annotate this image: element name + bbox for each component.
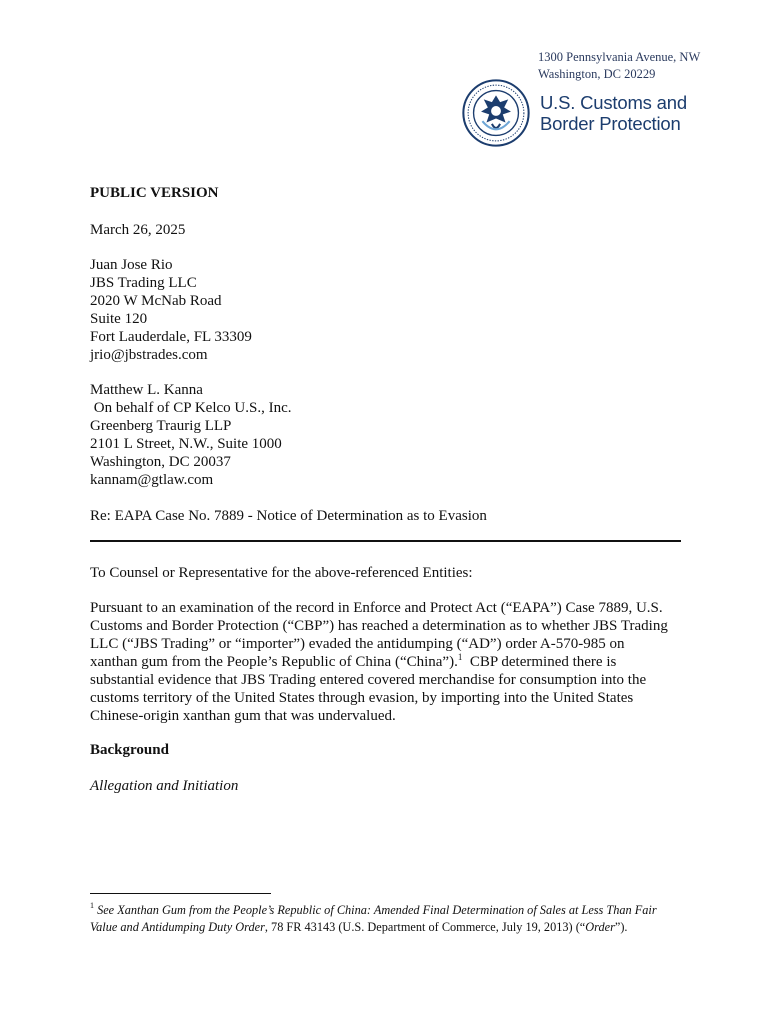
dhs-seal-icon [462, 79, 530, 147]
body-paragraph [90, 599, 690, 725]
recipient-1-street: 2020 W McNab Road [90, 293, 222, 309]
agency-name [540, 92, 687, 134]
body-line-3: LLC (“JBS Trading” or “importer”) evaded the antidumping (“AD”) order A-570-985 on [90, 636, 625, 652]
letterhead-address [538, 49, 700, 83]
recipient-1-email: jrio@jbstrades.com [90, 347, 208, 363]
recipient-2-address-block [90, 381, 292, 489]
footnote-citation-title-cont: Value and Antidumping Duty Order [90, 920, 265, 934]
letter-date: March 26, 2025 [90, 222, 186, 238]
footnote-reference[interactable]: 1 [457, 652, 463, 662]
recipient-2-firm: Greenberg Traurig LLP [90, 418, 232, 434]
recipient-2-behalf: On behalf of CP Kelco U.S., Inc. [90, 400, 292, 416]
recipient-2-name: Matthew L. Kanna [90, 382, 203, 398]
salutation: To Counsel or Representative for the above-referenced Entities: [90, 565, 473, 581]
agency-name-line-2: Border Protection [540, 113, 681, 134]
footnote-line-1 [90, 902, 657, 919]
address-line-2: Washington, DC 20229 [538, 67, 656, 81]
recipient-1-name: Juan Jose Rio [90, 257, 173, 273]
recipient-1-address-block [90, 256, 252, 364]
footnote-divider [90, 893, 271, 894]
address-line-1: 1300 Pennsylvania Avenue, NW [538, 50, 701, 64]
subject-divider [90, 540, 681, 542]
recipient-1-suite: Suite 120 [90, 311, 148, 327]
body-line-4 [90, 653, 690, 671]
body-line-4-cont: CBP determined there is [462, 654, 617, 670]
recipient-1-company: JBS Trading LLC [90, 275, 197, 291]
footnote [90, 902, 657, 936]
body-line-4-text: xanthan gum from the People’s Republic of China (“China”). [90, 654, 458, 670]
agency-name-line-1: U.S. Customs and [540, 92, 687, 113]
body-line-6: customs territory of the United States through evasion, by importing into the United States [90, 690, 634, 706]
body-line-7: Chinese-origin xanthan gum that was undervalued. [90, 708, 396, 724]
footnote-citation-title: See Xanthan Gum from the People’s Republic of China: Amended Final Determination of Sales at Less Than Fair [94, 903, 657, 917]
recipient-2-city: Washington, DC 20037 [90, 454, 231, 470]
footnote-close: ”). [614, 920, 628, 934]
allegation-subheading: Allegation and Initiation [90, 778, 239, 794]
background-heading: Background [90, 742, 169, 758]
body-line-1: Pursuant to an examination of the record in Enforce and Protect Act (“EAPA”) Case 7889, U.S. [90, 600, 663, 616]
recipient-2-street: 2101 L Street, N.W., Suite 1000 [90, 436, 282, 452]
footnote-order-term: Order [585, 920, 615, 934]
recipient-2-email: kannam@gtlaw.com [90, 472, 214, 488]
recipient-1-city: Fort Lauderdale, FL 33309 [90, 329, 252, 345]
subject-line: Re: EAPA Case No. 7889 - Notice of Determination as to Evasion [90, 508, 487, 524]
footnote-line-2 [90, 919, 657, 936]
footnote-number: 1 [90, 901, 94, 910]
body-line-5: substantial evidence that JBS Trading entered covered merchandise for consumption into the [90, 672, 647, 688]
public-version-label: PUBLIC VERSION [90, 185, 219, 201]
footnote-citation-details: , 78 FR 43143 (U.S. Department of Commerce, July 19, 2013) (“ [264, 920, 586, 934]
body-line-2: Customs and Border Protection (“CBP”) has reached a determination as to whether JBS Trading [90, 618, 668, 634]
